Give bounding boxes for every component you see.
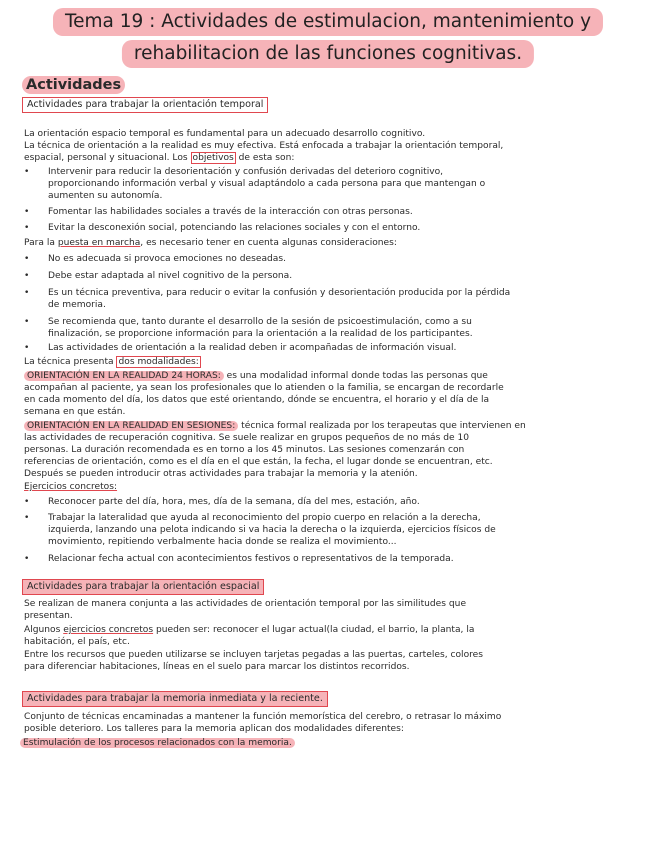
modalidad-sesiones-line-1: ORIENTACIÓN EN LA REALIDAD EN SESIONES: técnica formal realizada por los terapeutas que intervienen en (24, 420, 526, 432)
consideracion-item: • Se recomienda que, tanto durante el desarrollo de la sesión de psicoestimulación, como a su (24, 317, 472, 327)
consideracion-item: • Es un técnica preventiva, para reducir o evitar la confusión y desorientación producida por la pérdida (24, 288, 511, 298)
modalidad-sesiones-line-5: Después se pueden introducir otras actividades para trabajar la memoria y la atenión. (24, 469, 418, 479)
objetivo-item: • Intervenir para reducir la desorientación y confusión derivadas del deterioro cognitivo, (24, 167, 444, 177)
modalidades-intro: La técnica presenta dos modalidades: (24, 357, 199, 367)
modalidad-sesiones-line-2: las actividades de recuperación cognitiva. Se suele realizar en grupos pequeños de no más de 10 (24, 433, 470, 443)
subheading-orientacion-temporal: Actividades para trabajar la orientación temporal (22, 97, 268, 113)
memoria-line-1: Conjunto de técnicas encaminadas a mantener la función memorística del cerebro, o retrasar lo máximo (24, 712, 502, 722)
consideracion-item: • Debe estar adaptada al nivel cognitivo de la persona. (24, 271, 293, 281)
section-heading: Actividades (22, 76, 125, 94)
ejercicio-item-cont: izquierda, lanzando una pelota indicando si va hacia la derecha o la izquierda, ejercicios físicos de (48, 525, 496, 535)
espacial-line-3: Algunos ejercicios concretos pueden ser: reconocer el lugar actual(la ciudad, el barrio, la planta, la (24, 625, 475, 635)
subheading-memoria: Actividades para trabajar la memoria inmediata y la reciente. (22, 691, 328, 707)
puesta-en-marcha: Para la puesta en marcha, es necesario tener en cuenta algunas consideraciones: (24, 238, 397, 248)
consideracion-item-cont: de memoria. (48, 300, 106, 310)
modalidad-sesiones-line-3: personas. La duración recomendada es en torno a los 45 minutos. Las sesiones comenzarán con (24, 445, 465, 455)
subheading-orientacion-espacial: Actividades para trabajar la orientación espacial (22, 579, 264, 595)
consideracion-item: • No es adecuada si provoca emociones no deseadas. (24, 254, 286, 264)
consideracion-item: • Las actividades de orientación a la realidad deben ir acompañadas de información visual. (24, 343, 457, 353)
espacial-line-1: Se realizan de manera conjunta a las actividades de orientación temporal por las similitudes que (24, 599, 467, 609)
ejercicio-item: • Reconocer parte del día, hora, mes, día de la semana, día del mes, estación, año. (24, 497, 420, 507)
title-line-2: rehabilitacion de las funciones cognitivas. (122, 40, 534, 68)
ejercicio-item: • Trabajar la lateralidad que ayuda al reconocimiento del propio cuerpo en relación a la derecha, (24, 513, 481, 523)
temporal-intro-3: espacial, personal y situacional. Los objetivos de esta son: (24, 153, 295, 163)
consideracion-item-cont: finalización, se proporcione información para la orientación a la realidad de los participantes. (48, 329, 473, 339)
espacial-line-2: presentan. (24, 611, 73, 621)
objetivo-item-cont: aumenten su autonomía. (48, 191, 163, 201)
ejercicio-item-cont: movimiento, repitiendo verbalmente hacia donde se realiza el movimiento... (48, 537, 397, 547)
ejercicios-concretos-label: Ejercicios concretos: (24, 482, 118, 492)
modalidad-sesiones-line-4: referencias de orientación, como es el día en el que están, la fecha, el lugar donde se encuentran, etc. (24, 457, 493, 467)
memoria-line-3: Estimulación de los procesos relacionados con la memoria. (20, 737, 295, 749)
objetivos-keyword: objetivos (192, 153, 234, 163)
objetivo-item-cont: proporcionando información verbal y visual adaptándolo a cada persona para que mantengan o (48, 179, 486, 189)
temporal-intro-1: La orientación espacio temporal es fundamental para un adecuado desarrollo cognitivo. (24, 129, 426, 139)
objetivo-item: • Fomentar las habilidades sociales a través de la interacción con otras personas. (24, 207, 413, 217)
title-line-1: Tema 19 : Actividades de estimulacion, mantenimiento y (53, 8, 603, 36)
ejercicio-item: • Relacionar fecha actual con acontecimientos festivos o representativos de la temporada. (24, 554, 454, 564)
modalidad-sesiones-label: ORIENTACIÓN EN LA REALIDAD EN SESIONES: (24, 421, 238, 431)
objetivo-item: • Evitar la desconexión social, potenciando las relaciones sociales y con el entorno. (24, 223, 421, 233)
espacial-line-4: habitación, el país, etc. (24, 637, 130, 647)
memoria-line-2: posible deterioro. Los talleres para la memoria aplican dos modalidades diferentes: (24, 724, 404, 734)
modalidad-24h-line-3: en cada momento del día, los datos que esté orientando, dónde se encuentra, el horario y el día de la (24, 395, 490, 405)
modalidad-24h-label: ORIENTACIÓN EN LA REALIDAD 24 HORAS: (24, 371, 224, 381)
modalidad-24h-line-4: semana en que están. (24, 407, 126, 417)
espacial-line-5: Entre los recursos que pueden utilizarse se incluyen tarjetas pegadas a las puertas, carteles, colores (24, 650, 484, 660)
espacial-line-6: para diferenciar habitaciones, líneas en el suelo para marcar los distintos recorridos. (24, 662, 410, 672)
temporal-intro-2: La técnica de orientación a la realidad es muy efectiva. Está enfocada a trabajar la orientación temporal, (24, 141, 504, 151)
modalidad-24h-line-1: ORIENTACIÓN EN LA REALIDAD 24 HORAS: es una modalidad informal donde todas las personas que (24, 370, 488, 382)
modalidad-24h-line-2: acompañan al paciente, ya sean los profesionales que lo atienden o la familia, se encargan de recordarle (24, 383, 504, 393)
